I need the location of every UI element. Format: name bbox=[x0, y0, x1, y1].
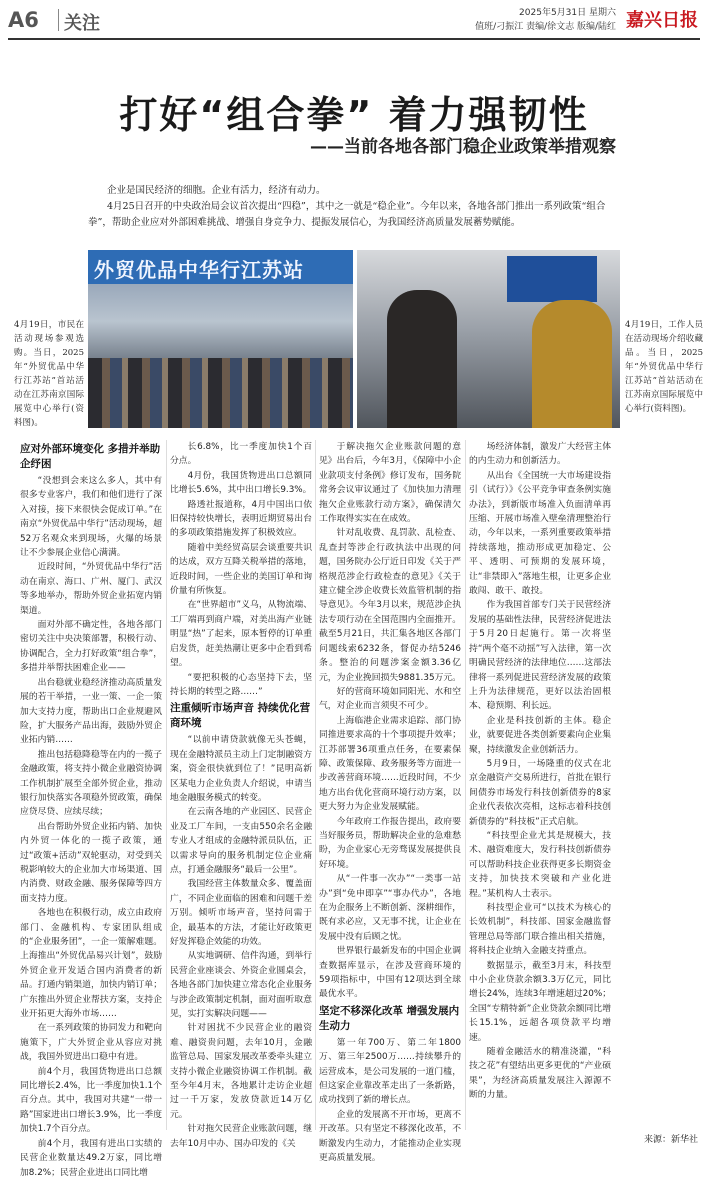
masthead-rule bbox=[8, 38, 700, 40]
column-4 bbox=[469, 440, 611, 1140]
photo-caption-right: 4月19日，工作人员在活动现场介绍收藏品。当日，2025年“外贸优品中华行江苏站”首站活动在江苏南京国际展览中心举行(资料图)。 bbox=[625, 320, 703, 414]
section-name: 关注 bbox=[64, 13, 100, 34]
paragraph: 企业的发展离不开市场，更离不开改革。只有坚定不移深化改革，不断激发内生动力，才能推动企业实现更高质量发展。 bbox=[319, 1109, 461, 1164]
column-1 bbox=[20, 440, 162, 1178]
issue-date: 2025年5月31日 星期六 bbox=[519, 8, 616, 18]
photo-person bbox=[387, 290, 457, 428]
paragraph: 作为我国首部专门关于民营经济发展的基础性法律，民营经济促进法于5月20日起施行。第一次将坚持“两个毫不动摇”写入法律，第一次明确民营经济的法律地位……这部法律将一系列促进民营经济发展的政策上升为法律规范，更好以法治固根本、稳预期、利长远。 bbox=[469, 600, 611, 712]
paragraph: 5月9日，一场隆重的仪式在北京金融资产交易所进行，首批在银行间债券市场发行科技创新债券的8家企业代表依次亮相，这标志着科技创新债券的“科技板”正式启航。 bbox=[469, 758, 611, 827]
paragraph: 好的营商环境如同阳光、水和空气，对企业而言须臾不可少。 bbox=[319, 686, 461, 712]
column-2 bbox=[170, 440, 312, 1149]
section-heading: 应对外部环境变化 多措并举助企纾困 bbox=[20, 443, 161, 470]
photo-exhibit-booth bbox=[357, 250, 620, 428]
paragraph: 随着金融活水的精准浇灌，“科技之花”有望结出更多更优的“产业硕果”，为经济高质量发展注入源源不断的力量。 bbox=[469, 1047, 611, 1101]
article-subtitle: ——当前各地各部门稳企业政策举措观察 bbox=[310, 137, 616, 157]
paragraph: 出台帮助外贸企业拓内销、加快内外贸一体化的一揽子政策，通过“政策+活动”双轮驱动，对受到关税影响较大的企业加大市场渠道、国内消费、财政金融、服务保障等四方面支持力度。 bbox=[20, 821, 162, 904]
paragraph: 我国经营主体数量众多、覆盖面广，不同企业面临的困难和问题千差万别。倾听市场声音，坚持问需于企，最基本的方法，才能让好政策更好发挥稳企效能的功效。 bbox=[170, 879, 312, 947]
photo-banner bbox=[88, 250, 353, 284]
paragraph: 路透社报道称，4月中国出口依旧保持较快增长，表明近期贸易出台的多项政策措施发挥了积极效应。 bbox=[170, 499, 312, 539]
paragraph: 世界银行最新发布的中国企业调查数据库显示，在涉及营商环境的59项指标中，中国有12项达到全球最优水平。 bbox=[319, 946, 461, 1000]
paragraph: 企业是科技创新的主体。稳企业，就要促进各类创新要素向企业集聚，持续激发企业创新活力。 bbox=[469, 715, 611, 755]
editor-credits: 值班/刁振江 责编/徐文志 版编/陆红 bbox=[475, 22, 616, 32]
paragraph: 推出包括稳降稳等在内的一揽子金融政策，将支持小微企业融资协调工作机制扩展至全部外贸企业，推动银行加快落实各项稳外贸政策，确保应贷尽贷、应续尽续； bbox=[20, 749, 162, 818]
paragraph: 长6.8%，比一季度加快1个百分点。 bbox=[170, 442, 312, 467]
lead-paragraph: 企业是国民经济的细胞。企业有活力，经济有动力。 bbox=[107, 185, 326, 196]
photo-banner-text: 外贸优品中华行江苏站 bbox=[94, 258, 304, 282]
paragraph: 科技型企业可“以技术为核心的长效机制”，科技部、国家金融监督管理总局等部门联合推出相关措施，将科技企业纳入金融支持重点。 bbox=[469, 903, 611, 957]
section-heading: 坚定不移深化改革 增强发展内生动力 bbox=[319, 1004, 460, 1032]
paragraph: 于解决拖欠企业账款问题的意见》出台后，今年3月，《保障中小企业款项支付条例》修订发布，国务院常务会议审议通过了《加快加力清理拖欠企业账款行动方案》，确保清欠工作取得实实在在成效。 bbox=[319, 442, 461, 525]
photo-caption-left: 4月19日，市民在活动现场参观选购。当日，2025年“外贸优品中华行江苏站”首站活动在江苏南京国际展览中心举行(资料图)。 bbox=[14, 320, 84, 428]
paragraph: 从实地调研、信件沟通，到举行民营企业座谈会、外资企业圆桌会，各地各部门加快建立常态化企业服务与涉企政策制定机制，面对面听取意见，实打实解决问题—— bbox=[170, 951, 312, 1020]
paragraph: 场经济体制，激发广大经营主体的内生动力和创新活力。 bbox=[469, 442, 611, 467]
masthead-divider bbox=[58, 9, 59, 31]
article-title: 打好“组合拳” 着力强韧性 bbox=[119, 93, 589, 137]
photo-person bbox=[532, 300, 612, 428]
section-heading: 注重倾听市场声音 持续优化营商环境 bbox=[170, 702, 311, 730]
column-divider bbox=[166, 440, 167, 1130]
paragraph: 随着中美经贸高层会谈重要共识的达成，双方互降关税举措的落地，近段时间，一些企业的美国订单和询价量有所恢复。 bbox=[170, 542, 312, 597]
article-source: 来源：新华社 bbox=[643, 1135, 698, 1145]
paragraph: 在云南各地的产业园区、民营企业及工厂车间，一支由550余名金融专业人才组成的金融特派员队伍，正以需求导向的服务机制定位企业痛点，打通金融服务“最后一公里”。 bbox=[170, 807, 312, 875]
newspaper-logo: 嘉兴日报 bbox=[626, 10, 698, 31]
paragraph: 针对拖欠民营企业账款问题，继去年10月中办、国办印发的《关 bbox=[170, 1124, 312, 1149]
paragraph: “科技型企业尤其是规模大，技术、融资难度大，发行科技创新债券可以帮助科技企业获得更多长期资金支持，加快技术突破和产业化进程。”某机构人士表示。 bbox=[469, 830, 611, 899]
page-number: A6 bbox=[8, 8, 39, 32]
column-divider bbox=[465, 440, 466, 1130]
paragraph: 从“一件事一次办”“一类事一站办”到“免申即享”“事办代办”，各地在为企服务上不断创新、深耕细作，既有求必应，又无事不扰，让企业在发展中没有后顾之忧。 bbox=[319, 874, 461, 942]
paragraph: 从出台《全国统一大市场建设指引（试行）》《公平竞争审查条例实施办法》，到新版市场准入负面清单再压缩、开展市场准入壁垒清理整治行动，今年以来，一系列重要政策举措持续落地，推动形成更加稳定、公平、透明、可预期的发展环境，让“非禁即入”落地生根，让更多企业敢闯、敢干、敢投。 bbox=[469, 470, 611, 597]
paragraph: “没想到会来这么多人，其中有很多专业客户，我们和他们进行了深入对接，接下来很快会促成订单。”在南京“外贸优品中华行”活动现场，超52万名观众来到现场，火爆的场景让不少参展企业信心满满。 bbox=[20, 476, 162, 559]
paragraph: 在一系列政策的协同发力和靶向施策下，广大外贸企业从容应对挑战，我国外贸进出口稳中有进。 bbox=[20, 1023, 162, 1063]
paragraph: 出台稳就业稳经济推动高质量发展的若干举措，一业一策、一企一策加大支持力度，帮助出口企业规避风险，扩大服务产品出海，鼓励外贸企业拓内销…… bbox=[20, 677, 162, 746]
paragraph: 针对困扰不少民营企业的融资难、融资贵问题，去年10月，金融监管总局、国家发展改革委牵头建立支持小微企业融资协调工作机制。截至今年4月末，各地累计走访企业超过一千万家，发放贷款近14万亿元。 bbox=[170, 1023, 312, 1120]
paragraph: “要把积极的心态坚持下去，坚持长期的转型之路……” bbox=[170, 672, 312, 697]
paragraph: 近段时间，“外贸优品中华行”活动在南京、海口、广州、厦门、武汉等多地举办，帮助外贸企业拓宽内销渠道。 bbox=[20, 562, 162, 616]
paragraph: 各地也在积极行动，成立由政府部门、金融机构、专家团队组成的“企业服务团”，一企一策解难题。上海推出“外贸优品易兴计划”，鼓励外贸企业开发适合国内消费者的新品。打通内销渠道，加快内销订单；广东推出外贸企业帮扶方案，支持企业开拓更大海外市场…… bbox=[20, 908, 162, 1020]
paragraph: 第一年700万、第二年1800万、第三年2500万……持续攀升的运营成本，是公司发展的一道门槛，但这家企业靠改革走出了一条新路，成功找到了新的增长点。 bbox=[319, 1037, 461, 1106]
column-3 bbox=[319, 440, 461, 1164]
lead-paragraph: 4月25日召开的中央政治局会议首次提出“四稳”，其中之一就是“稳企业”。今年以来，各地各部门推出一系列政策“组合拳”，帮助企业应对外部困难挑战、增强自身竞争力、提振发展信心，为我国经济高质量发展蓄势赋能。 bbox=[88, 201, 606, 228]
paragraph: 数据显示，截至3月末，科技型中小企业贷款余额3.3万亿元，同比增长24%，连续3年增速超过20%；全国“专精特新”企业贷款余额同比增长15.1%，远超各项贷款平均增速。 bbox=[469, 960, 611, 1043]
paragraph: “以前申请贷款就像无头苍蝇，现在金融特派员主动上门定制融资方案，资金很快就到位了！”昆明高新区某电力企业负责人介绍说，申请当地金融服务模式的转变。 bbox=[170, 735, 312, 803]
paragraph: 前4个月，我国有进出口实绩的民营企业数量达49.2万家，同比增加8.2%；民营企业进出口同比增 bbox=[20, 1138, 162, 1178]
paragraph: 针对乱收费、乱罚款、乱检查、乱查封等涉企行政执法中出现的问题，国务院办公厅近日印发《关于严格规范涉企行政检查的意见》《关于建立健全涉企收费长效监管机制的指导意见》。今年3月以来，规范涉企执法专项行动在全国范围内全面推开。截至5月21日，共汇集各地区各部门问题线索6232条，督促办结5246条。整治的问题涉案金额3.36亿元，为企业挽回损失9881.35万元。 bbox=[319, 528, 461, 683]
paragraph: 4月份，我国货物进出口总额同比增长5.6%，其中出口增长9.3%。 bbox=[170, 470, 312, 496]
paragraph: 在“世界超市”义乌，从物流端、工厂端再到商户端，对美出海产业链明显“热”了起来，原本暂停的订单重启发货，赶美热潮让更多中企看到希望。 bbox=[170, 600, 312, 669]
paragraph: 上海临港企业需求追踪、部门协同推进要求高的十个事项提升效率；江苏部署36项重点任务，在要素保障、政策保障、政务服务等方面进一步改善营商环境……近段时间，不少地方出台优化营商环境行动方案，以更大努力为企业发展赋能。 bbox=[319, 715, 461, 813]
column-divider bbox=[315, 440, 316, 1130]
paragraph: 前4个月，我国货物进出口总额同比增长2.4%，比一季度加快1.1个百分点。其中，我国对共建“一带一路”国家进出口增长3.9%，比一季度加快1.7个百分点。 bbox=[20, 1066, 162, 1135]
photo-booth-sign bbox=[507, 256, 597, 302]
paragraph: 今年政府工作报告提出，政府要当好服务员，帮助解决企业的急难愁盼，为企业家心无旁骛谋发展提供良好环境。 bbox=[319, 816, 461, 870]
photo-crowd bbox=[88, 358, 353, 428]
masthead bbox=[0, 0, 708, 42]
paragraph: 面对外部不确定性，各地各部门密切关注中央决策部署，积极行动、协调配合，全力打好政策“组合拳”，多措并举帮扶困难企业—— bbox=[20, 620, 162, 674]
article-lead bbox=[88, 183, 628, 231]
photo-expo-crowd bbox=[88, 250, 353, 428]
